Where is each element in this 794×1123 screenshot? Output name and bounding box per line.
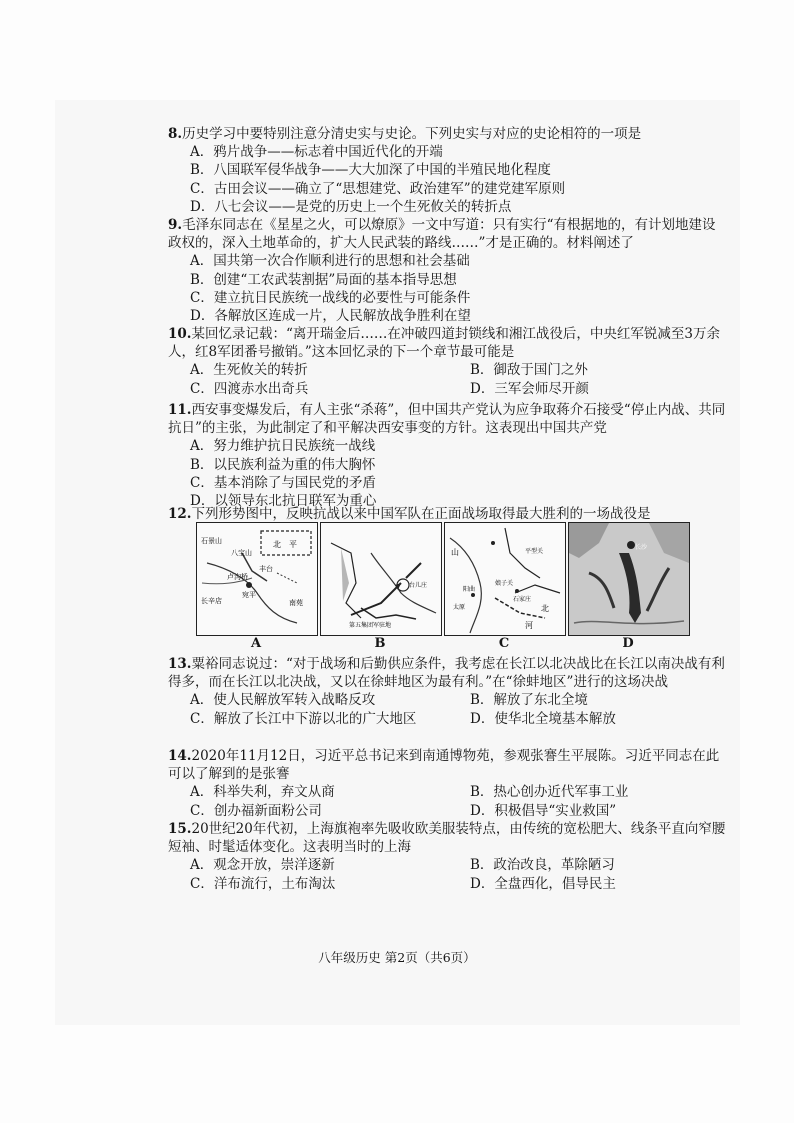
option-c[interactable]: C．四渡赤水出奇兵 (190, 380, 309, 397)
question-9 (168, 216, 728, 325)
question-number: 9. (168, 217, 183, 233)
map-a[interactable] (196, 522, 318, 636)
question-12 (168, 505, 728, 523)
option-c[interactable]: C．创办福新面粉公司 (190, 802, 322, 819)
option-b[interactable]: B．解放了东北全境 (470, 692, 588, 709)
option-c[interactable]: C．基本消除了与国民党的矛盾 (190, 474, 376, 491)
page-footer: 八年级历史 第2页（共6页） (318, 950, 476, 965)
option-a[interactable]: A．科举失利，弃文从商 (190, 784, 335, 801)
map-label: 丰台 (259, 565, 273, 573)
map-label: 北 平 (273, 540, 297, 549)
map-a-drawing (197, 523, 317, 635)
option-a[interactable]: A．使人民解放军转入战略反攻 (190, 692, 376, 709)
map-label: 阳曲 (463, 586, 476, 593)
map-b-label: B (374, 636, 386, 651)
option-b[interactable]: B．政治改良，革除陋习 (470, 857, 615, 874)
option-d[interactable]: D．三军会师尽开颜 (470, 380, 589, 397)
map-label: 八宝山 (231, 549, 252, 557)
map-d-label: D (622, 636, 634, 651)
map-b[interactable] (320, 522, 442, 636)
map-label: 卢沟桥 (227, 573, 248, 581)
option-a[interactable]: A．国共第一次合作顺利进行的思想和社会基础 (190, 253, 470, 270)
question-number: 10. (168, 326, 192, 342)
map-b-drawing (321, 523, 441, 635)
map-a-label: A (250, 636, 262, 651)
option-b[interactable]: B．创建“工农武装割据”局面的基本指导思想 (190, 271, 457, 288)
option-c[interactable]: C．建立抗日民族统一战线的必要性与可能条件 (190, 289, 471, 306)
option-c[interactable]: C．古田会议——确立了“思想建党、政治建军”的建党建军原则 (190, 180, 566, 197)
map-c-label: C (498, 636, 510, 651)
map-label: 石家庄 (513, 596, 532, 603)
option-b[interactable]: B．御敌于国门之外 (470, 362, 588, 379)
map-label: 北 (541, 604, 549, 613)
map-label: 平型关 (525, 548, 544, 555)
question-stem: 粟裕同志说过：“对于战场和后勤供应条件，我考虑在长江以北决战比在长江以南决战有利得多，而在长江以北决战，又以在徐蚌地区为最有利。”在“徐蚌地区”进行的这场决战 (168, 656, 725, 691)
question-15 (168, 820, 728, 893)
option-d[interactable]: D．全盘西化，倡导民主 (470, 875, 616, 892)
map-label: 长辛店 (201, 597, 222, 605)
map-c-drawing (445, 523, 565, 635)
question-10 (168, 325, 728, 398)
option-c[interactable]: C．解放了长江中下游以北的广大地区 (190, 710, 417, 727)
question-number: 15. (168, 821, 192, 837)
map-label: 河 (525, 621, 533, 630)
question-stem: 毛泽东同志在《星星之火，可以燎原》一文中写道：只有实行“有根据地的，有计划地建设政权的，深入土地革命的，扩大人民武装的路线……”才是正确的。材料阐述了 (168, 217, 716, 252)
question-number: 13. (168, 656, 192, 672)
option-d[interactable]: D．各解放区连成一片，人民解放战争胜利在望 (190, 308, 471, 325)
question-number: 11. (168, 402, 192, 418)
option-a[interactable]: A．观念开放，崇洋逐新 (190, 857, 335, 874)
question-number: 14. (168, 748, 192, 764)
option-d[interactable]: D．使华北全境基本解放 (470, 710, 616, 727)
option-d[interactable]: D．以领导东北抗日联军为重心 (190, 493, 377, 510)
map-label: 太原 (453, 604, 466, 611)
option-a[interactable]: A．努力维护抗日民族统一战线 (190, 438, 376, 455)
question-stem: 西安事变爆发后，有人主张“杀蒋”，但中国共产党认为应争取蒋介石接受“停止内战、共同抗日”的主张，为此制定了和平解决西安事变的方针。这表现出中国共产党 (168, 402, 726, 437)
option-a[interactable]: A．生死攸关的转折 (190, 362, 308, 379)
option-c[interactable]: C．洋布流行，土布淘汰 (190, 875, 336, 892)
map-label: 娘子关 (495, 580, 514, 587)
question-number: 8. (168, 126, 183, 142)
map-label: 石景山 (201, 537, 222, 545)
option-a[interactable]: A．鸦片战争——标志着中国近代化的开端 (190, 144, 443, 161)
map-label: 台儿庄 (409, 582, 428, 589)
question-stem: 2020年11月12日，习近平总书记来到南通博物苑，参观张謇生平展陈。习近平同志在此可以了解到的是张謇 (168, 748, 720, 783)
question-stem: 20世纪20年代初，上海旗袍率先吸收欧美服装特点，由传统的宽松肥大、线条平直向窄腰短袖、时髦适体变化。这表明当时的上海 (168, 821, 726, 856)
option-b[interactable]: B．八国联军侵华战争——大大加深了中国的半殖民地化程度 (190, 162, 551, 179)
question-13 (168, 655, 728, 728)
map-label: 山 (451, 548, 459, 557)
question-14 (168, 747, 728, 820)
option-d[interactable]: D．八七会议——是党的历史上一个生死攸关的转折点 (190, 198, 512, 215)
map-label: 长沙 (635, 544, 648, 551)
question-stem: 历史学习中要特别注意分清史实与史论。下列史实与对应的史论相符的一项是 (182, 126, 642, 142)
question-11 (168, 401, 728, 510)
map-c[interactable] (444, 522, 566, 636)
option-b[interactable]: B．以民族利益为重的伟大胸怀 (190, 456, 376, 473)
question-8 (168, 125, 728, 216)
map-label: 南苑 (289, 599, 303, 607)
map-d[interactable] (568, 522, 690, 636)
option-d[interactable]: D．积极倡导“实业救国” (470, 802, 617, 819)
question-stem: 某回忆录记载：“离开瑞金后……在冲破四道封锁线和湘江战役后，中央红军锐减至3万余人，红8军团番号撤销。”这本回忆录的下一个章节最可能是 (168, 326, 720, 361)
option-b[interactable]: B．热心创办近代军事工业 (470, 784, 629, 801)
map-d-drawing (569, 523, 689, 635)
question-stem: 下列形势图中，反映抗战以来中国军队在正面战场取得最大胜利的一场战役是 (191, 506, 651, 522)
situation-maps (196, 522, 690, 652)
question-number: 12. (168, 506, 192, 522)
map-label: 第五集团军驻地 (349, 622, 392, 629)
map-label: 宛平 (242, 591, 256, 599)
